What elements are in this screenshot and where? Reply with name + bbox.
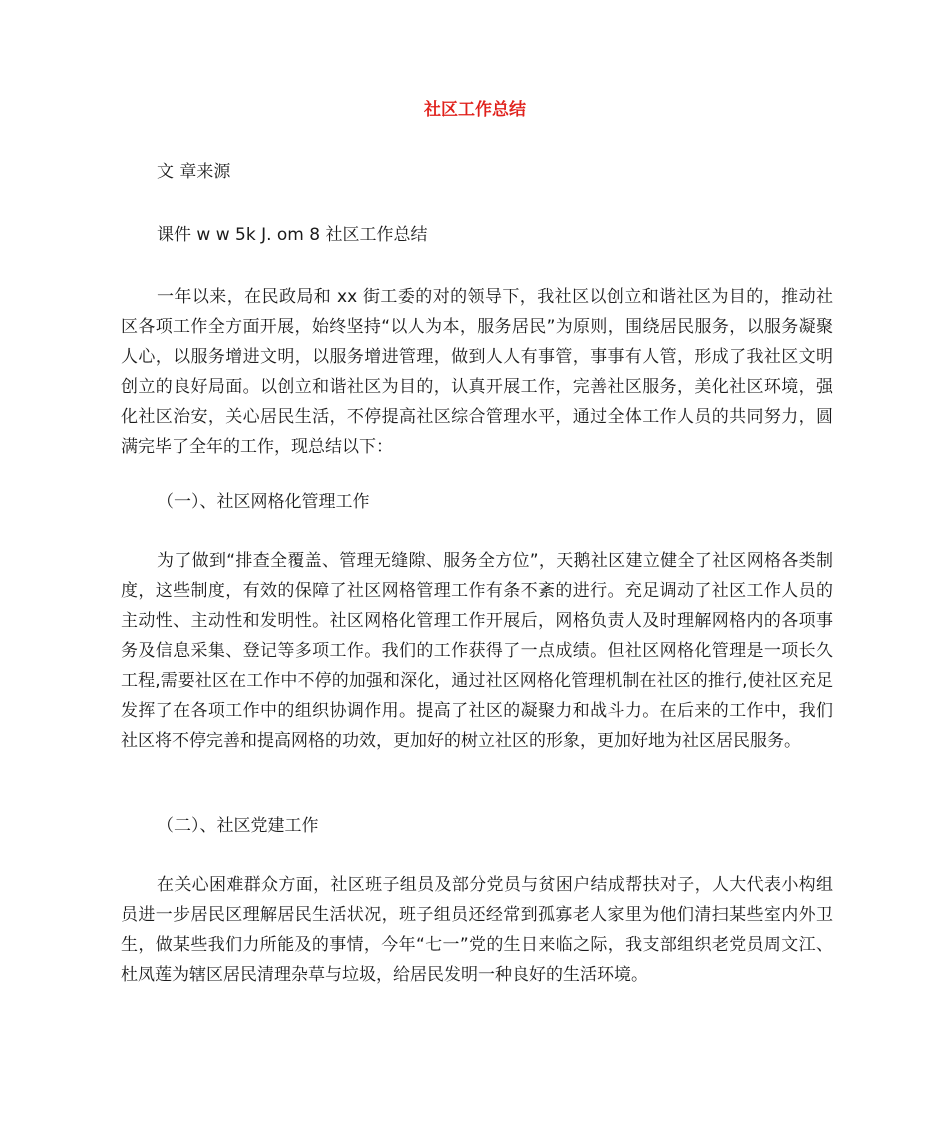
source-line: 课件 w w 5k J. om 8 社区工作总结	[157, 225, 428, 245]
intro-paragraph: 一年以来，在民政局和 xx 街工委的对的领导下，我社区以创立和谐社区为目的，推动社区各项工作全方面开展，始终坚持“以人为本，服务居民”为原则，围绕居民服务，以服务凝聚人心，以服务增进文明，以服务增进管理，做到人人有事管，事事有人管，形成了我社区文明创立的良好局面。以创立和谐社区为目的，认真开展工作，完善社区服务，美化社区环境，强化社区治安，关心居民生活，不停提高社区综合管理水平，通过全体工作人员的共同努力，圆满完毕了全年的工作，现总结以下：	[121, 287, 833, 457]
section-body-1: 为了做到“排查全覆盖、管理无缝隙、服务全方位”，天鹅社区建立健全了社区网格各类制度，这些制度，有效的保障了社区网格管理工作有条不紊的进行。充足调动了社区工作人员的主动性、主动性和发明性。社区网格化管理工作开展后，网格负责人及时理解网格内的各项事务及信息采集、登记等多项工作。我们的工作获得了一点成绩。但社区网格化管理是一项长久工程,需要社区在工作中不停的加强和深化，通过社区网格化管理机制在社区的推行,使社区充足发挥了在各项工作中的组织协调作用。提高了社区的凝聚力和战斗力。在后来的工作中，我们社区将不停完善和提高网格的功效，更加好的树立社区的形象，更加好地为社区居民服务。	[121, 551, 833, 751]
document-title: 社区工作总结	[424, 100, 526, 120]
section-body-2: 在关心困难群众方面，社区班子组员及部分党员与贫困户结成帮扶对子，人大代表小构组员进一步居民区理解居民生活状况，班子组员还经常到孤寡老人家里为他们清扫某些室内外卫生，做某些我们力所能及的事情，今年“七一”党的生日来临之际，我支部组织老党员周文江、杜凤莲为辖区居民清理杂草与垃圾，给居民发明一种良好的生活环境。	[121, 875, 833, 985]
section-heading-1: （一）、社区网格化管理工作	[157, 492, 370, 512]
source-label: 文 章来源	[157, 162, 231, 182]
section-heading-2: （二）、社区党建工作	[157, 816, 319, 836]
